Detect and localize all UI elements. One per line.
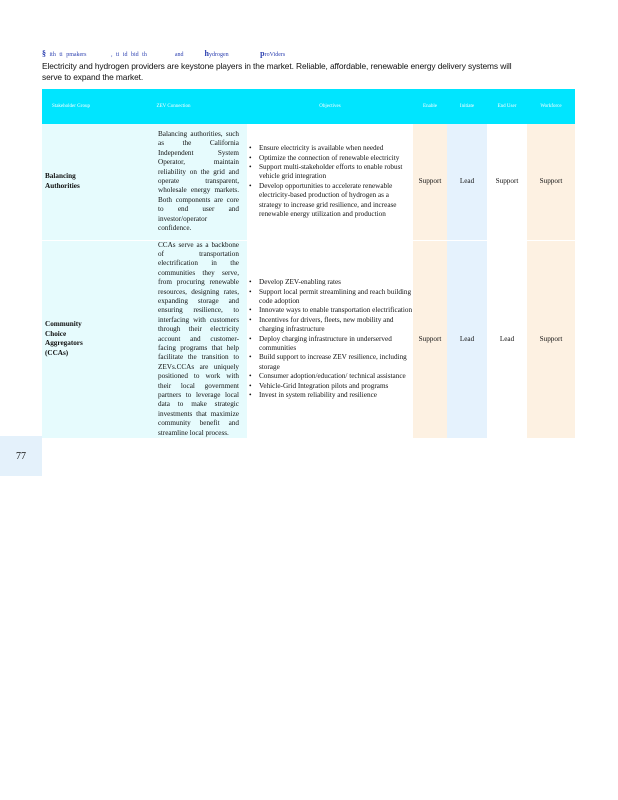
list-item: • Build support to increase ZEV resilience, including storage (259, 353, 413, 372)
heading-part: ti id bid th (116, 52, 147, 58)
heading-part: p (260, 49, 265, 58)
enable-cell: Support (413, 240, 447, 438)
intro-paragraph: Electricity and hydrogen providers are keystone players in the market. Reliable, affordable, renewable energy delivery systems will serve to expand the market. (42, 61, 512, 82)
heading-part: ith (49, 52, 56, 58)
table-row (42, 240, 575, 438)
list-item: • Ensure electricity is available when needed (259, 144, 413, 153)
end-user-cell: Support (487, 124, 527, 240)
objectives-cell (247, 240, 413, 438)
list-item: • Incentives for drivers, fleets, new mobility and charging infrastructure (259, 316, 413, 335)
list-item: • Support multi-stakeholder efforts to enable robust vehicle grid integration (259, 163, 413, 182)
header-initiate: Initiate (447, 89, 487, 124)
list-item: • Invest in system reliability and resilience (259, 391, 413, 400)
header-connection: ZEV Connection (100, 89, 247, 124)
stakeholder-table (42, 89, 575, 438)
header-objectives: Objectives (247, 89, 413, 124)
list-item: • Deploy charging infrastructure in underserved communities (259, 335, 413, 354)
objectives-list (247, 144, 413, 219)
list-item: • Innovate ways to enable transportation electrification (259, 306, 413, 315)
heading-part: ydrogen (208, 52, 229, 58)
connection-cell: CCAs serve as a backbone of transportation electrification in the communities they serve, from procuring renewable resources, designing rates, expanding storage and ensuring resilience, to interfacing with customers through their electricity account and customer-facing programs that help facilitate the transition to ZEVs.CCAs are uniquely positioned to work with their local government partners to leverage local data to make strategic investments that maximize community benefit and streamline local process. (100, 240, 247, 438)
page-number: 77 (16, 450, 26, 462)
objectives-cell (247, 124, 413, 240)
workforce-cell: Support (527, 240, 575, 438)
header-end-user: End User (487, 89, 527, 124)
heading-part: , (111, 52, 113, 58)
heading-part: roViders (264, 52, 286, 58)
header-group: Stakeholder Group (42, 89, 100, 124)
list-item: • Vehicle-Grid Integration pilots and programs (259, 382, 413, 391)
table-row (42, 124, 575, 240)
list-item: • Support local permit streamlining and reach building code adoption (259, 288, 413, 307)
list-item: • Optimize the connection of renewable electricity (259, 154, 413, 163)
page-number-box (0, 436, 42, 476)
enable-cell: Support (413, 124, 447, 240)
initiate-cell: Lead (447, 240, 487, 438)
workforce-cell: Support (527, 124, 575, 240)
list-item: • Develop ZEV-enabling rates (259, 278, 413, 287)
header-enable: Enable (413, 89, 447, 124)
end-user-cell: Lead (487, 240, 527, 438)
table-header-row (42, 89, 575, 124)
list-item: • Develop opportunities to accelerate renewable electricity-based production of hydrogen as a strategy to increase grid resilience, and increase renewable energy utilization and production (259, 182, 413, 220)
list-item: • Consumer adoption/education/ technical assistance (259, 372, 413, 381)
connection-cell: Balancing authorities, such as the California Independent System Operator, maintain reliability on the grid and operate transparent, wholesale energy markets. Both components are core to end user and investor/operator confidence. (100, 124, 247, 240)
heading-part: ti (59, 52, 63, 58)
heading-part: § (42, 49, 46, 58)
initiate-cell: Lead (447, 124, 487, 240)
heading-part: h (204, 49, 209, 58)
group-cell: Balancing Authorities (42, 124, 100, 240)
section-heading (42, 49, 562, 58)
objectives-list (247, 278, 413, 400)
heading-part: pmakers (66, 52, 87, 58)
heading-part: and (174, 52, 184, 58)
group-cell: Community Choice Aggregators (CCAs) (42, 240, 100, 438)
header-workforce: Workforce (527, 89, 575, 124)
